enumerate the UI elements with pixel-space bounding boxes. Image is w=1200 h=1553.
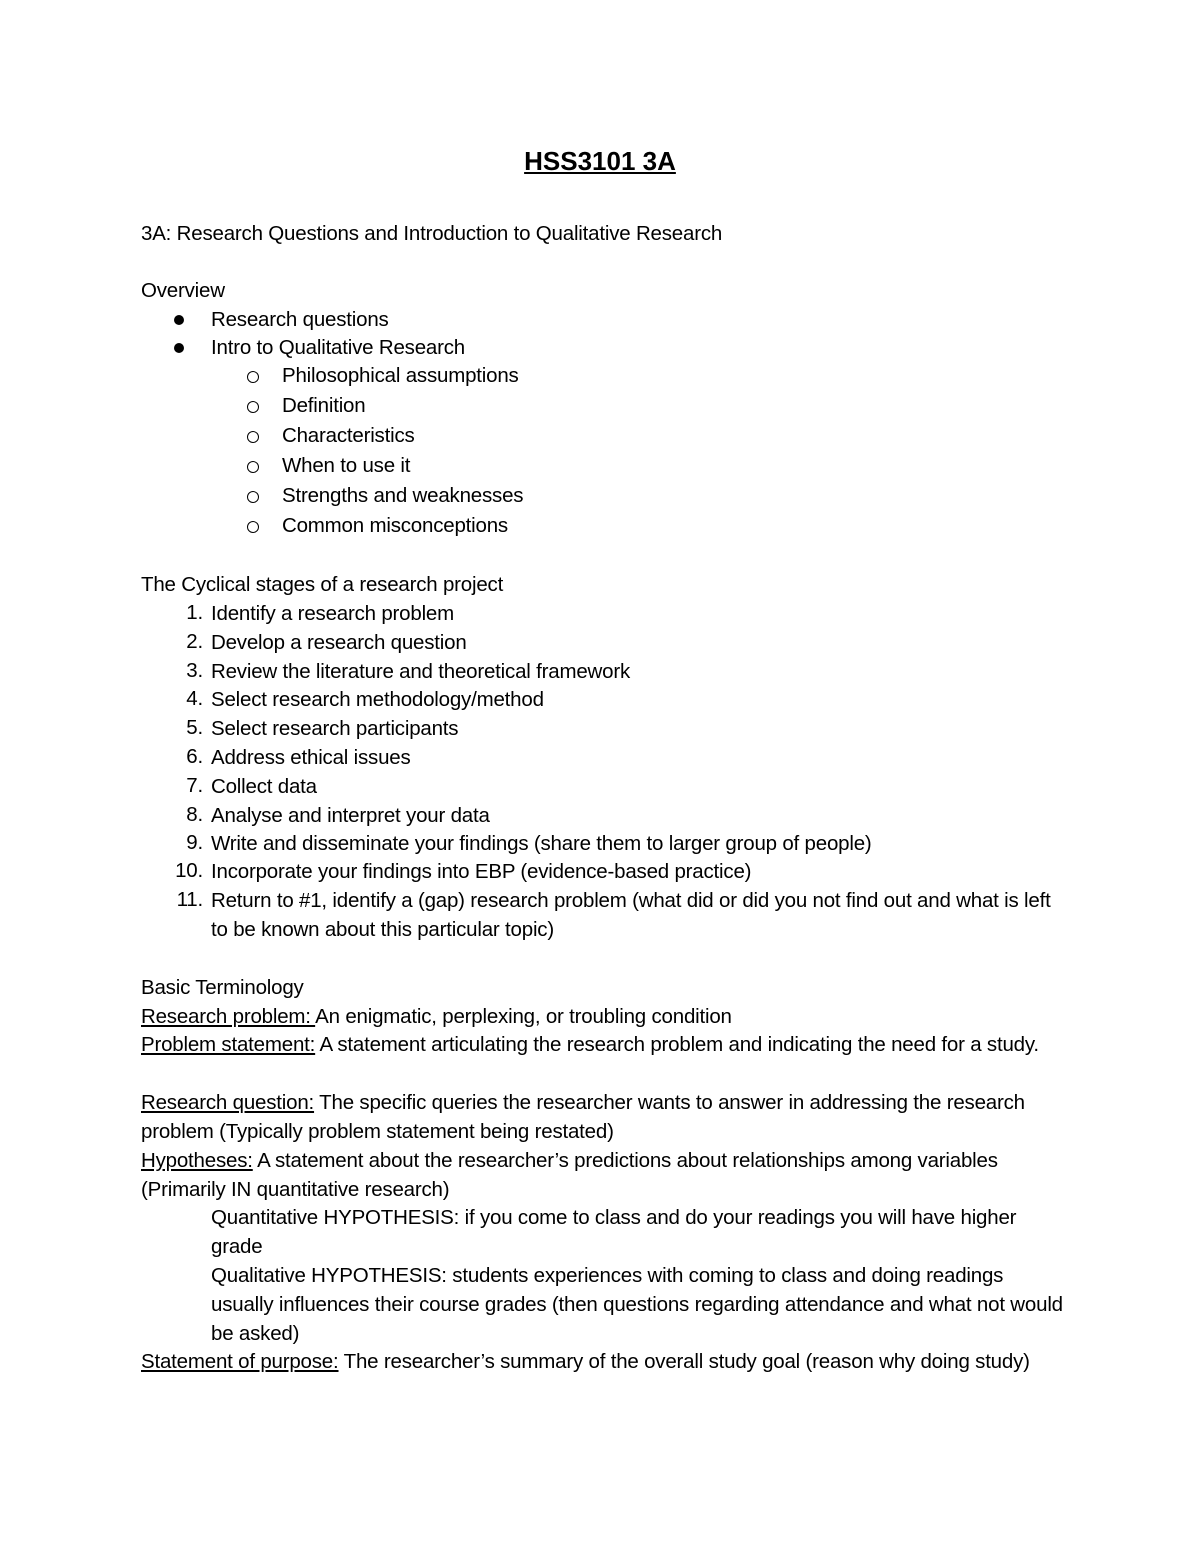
stage-text: Incorporate your findings into EBP (evidence-based practice) xyxy=(211,860,752,883)
term-definition: The researcher’s summary of the overall study goal (reason why doing study) xyxy=(338,1350,1030,1373)
stage-text: Write and disseminate your findings (share them to larger group of people) xyxy=(211,832,872,855)
stage-text: Identify a research problem xyxy=(211,602,455,625)
document-subtitle: 3A: Research Questions and Introduction to Qualitative Research xyxy=(141,222,723,245)
term-label: Research problem: xyxy=(141,1005,316,1028)
overview-subitem: When to use it xyxy=(282,454,411,477)
term-label: Problem statement: xyxy=(141,1033,316,1056)
stage-text: Develop a research question xyxy=(211,631,467,654)
stage-number: 1. xyxy=(186,601,203,624)
stage-number: 8. xyxy=(186,803,203,826)
term-statement-of-purpose xyxy=(141,1347,1071,1376)
overview-subitem: Philosophical assumptions xyxy=(282,364,519,387)
overview-subitem: Characteristics xyxy=(282,424,415,447)
circle-bullet-icon xyxy=(247,401,259,413)
term-definition: A statement articulating the research problem and indicating the need for a study. xyxy=(315,1033,1039,1056)
bullet-icon xyxy=(174,315,184,325)
term-hypotheses xyxy=(141,1146,1071,1204)
stage-number: 9. xyxy=(186,831,203,854)
qualitative-hypothesis-example: Qualitative HYPOTHESIS: students experiences with coming to class and doing readings usually influences their course grades (then questions regarding attendance and what not would be asked) xyxy=(211,1264,1063,1345)
bullet-icon xyxy=(174,343,184,353)
overview-heading: Overview xyxy=(141,279,225,302)
term-label: Research question: xyxy=(141,1091,315,1114)
stage-text: Address ethical issues xyxy=(211,746,411,769)
stage-number: 5. xyxy=(186,716,203,739)
stages-heading: The Cyclical stages of a research project xyxy=(141,573,504,596)
term-definition: The specific queries the researcher wants to answer in addressing the research problem (Typically problem statement being restated) xyxy=(141,1091,1025,1143)
stage-number: 7. xyxy=(186,774,203,797)
term-research-problem xyxy=(141,1002,1071,1031)
stage-text: Collect data xyxy=(211,775,317,798)
stage-text: Review the literature and theoretical framework xyxy=(211,660,631,683)
overview-subitem: Common misconceptions xyxy=(282,514,508,537)
circle-bullet-icon xyxy=(247,491,259,503)
quantitative-hypothesis-example: Quantitative HYPOTHESIS: if you come to class and do your readings you will have higher grade xyxy=(211,1206,1017,1258)
document-title: HSS3101 3A xyxy=(524,146,676,176)
circle-bullet-icon xyxy=(247,521,259,533)
circle-bullet-icon xyxy=(247,431,259,443)
stage-number: 2. xyxy=(186,630,203,653)
overview-subitem: Definition xyxy=(282,394,366,417)
stage-text: Select research participants xyxy=(211,717,459,740)
stage-text: Analyse and interpret your data xyxy=(211,804,490,827)
stage-number: 6. xyxy=(186,745,203,768)
overview-item-research-questions: Research questions xyxy=(211,308,389,331)
term-research-question xyxy=(141,1088,1071,1146)
term-label: Hypotheses: xyxy=(141,1149,253,1172)
term-definition: An enigmatic, perplexing, or troubling condition xyxy=(315,1005,732,1028)
stage-text: Return to #1, identify a (gap) research problem (what did or did you not find out and what is left to be known about this particular topic) xyxy=(211,889,1051,941)
stage-number: 3. xyxy=(186,659,203,682)
circle-bullet-icon xyxy=(247,371,259,383)
terminology-heading: Basic Terminology xyxy=(141,976,304,999)
term-problem-statement xyxy=(141,1030,1071,1059)
term-definition: A statement about the researcher’s predictions about relationships among variables (Primarily IN quantitative research) xyxy=(141,1149,998,1201)
term-label: Statement of purpose: xyxy=(141,1350,339,1373)
circle-bullet-icon xyxy=(247,461,259,473)
stage-number: 4. xyxy=(186,687,203,710)
stage-number: 10. xyxy=(175,859,203,882)
overview-subitem: Strengths and weaknesses xyxy=(282,484,524,507)
stage-number: 11. xyxy=(176,888,203,911)
stage-text: Select research methodology/method xyxy=(211,688,544,711)
overview-item-intro-qualitative: Intro to Qualitative Research xyxy=(211,336,465,359)
